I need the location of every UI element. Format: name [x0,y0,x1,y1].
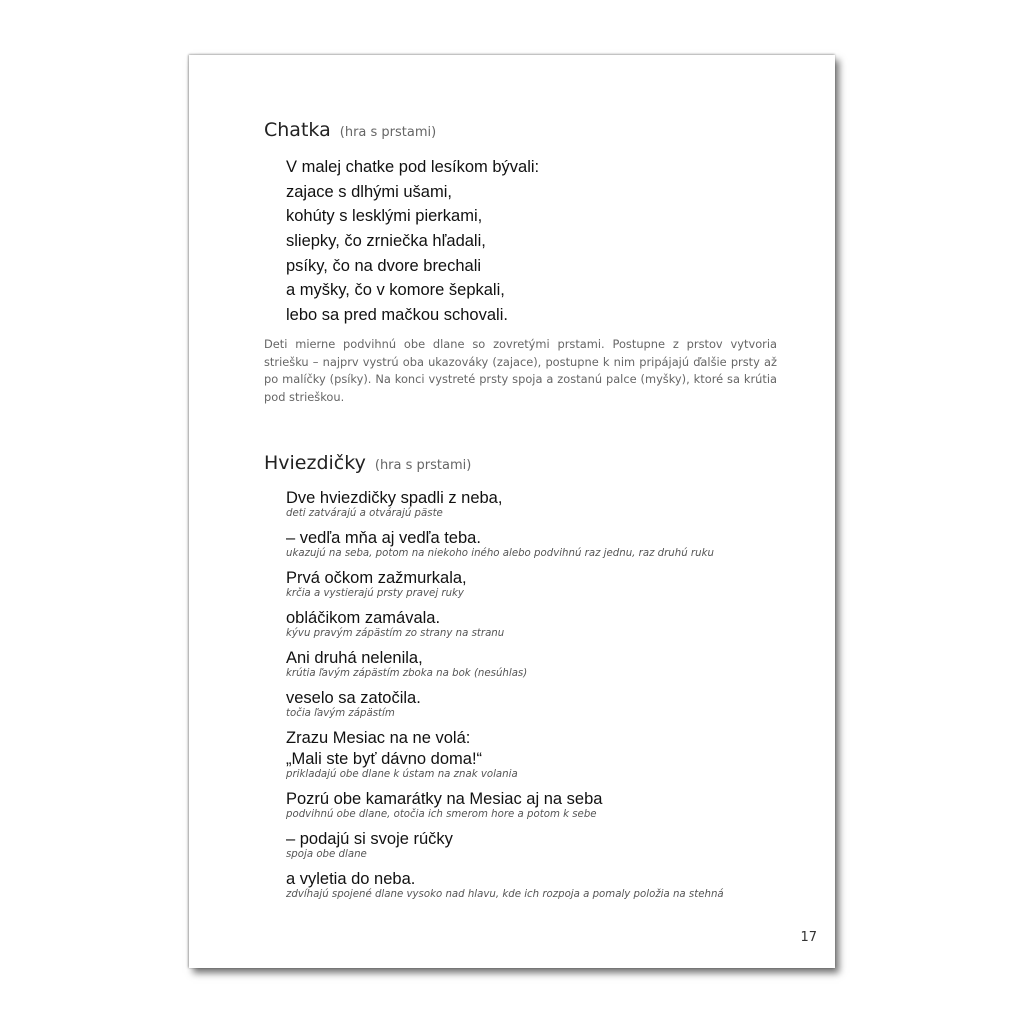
verse-line: Ani druhá nelenila, [286,649,423,667]
page-number: 17 [800,930,817,945]
verse [286,689,724,729]
verse-line: Zrazu Mesiac na ne volá: [286,729,471,747]
poem-line: sliepky, čo zrniečka hľadali, [286,232,486,251]
section-title: Hviezdičky [264,452,366,474]
verse-instruction: zdvíhajú spojené dlane vysoko nad hlavu, kde ich rozpoja a pomaly položia na stehná [286,889,724,900]
verse-line: a vyletia do neba. [286,870,416,888]
verse-instruction: krútia ľavým zápästím zboka na bok (nesúhlas) [286,668,528,679]
poem-line: zajace s dlhými ušami, [286,182,452,201]
verse-line: Pozrú obe kamarátky na Mesiac aj na seba [286,790,603,808]
verse-line: obláčikom zamávala. [286,609,441,627]
verse-instruction: deti zatvárajú a otvárajú päste [286,508,443,519]
verse-line: – podajú si svoje rúčky [286,830,453,848]
verse-instruction: spoja obe dlane [286,849,367,860]
verse [286,870,724,910]
verse [286,569,724,609]
poem-line: psíky, čo na dvore brechali [286,256,482,275]
verse-line: – vedľa mňa aj vedľa teba. [286,529,481,547]
book-page [189,55,835,968]
section-subtitle: (hra s prstami) [339,125,437,140]
section-heading-chatka [264,119,436,141]
verse-instruction: točia ľavým zápästím [286,708,395,719]
verse [286,750,724,790]
verse-instruction: krčia a vystierajú prsty pravej ruky [286,588,464,599]
verse-line: veselo sa zatočila. [286,689,421,707]
verse-instruction: kývu pravým zápästím zo strany na stranu [286,628,505,639]
verse [286,609,724,649]
poem-line: kohúty s lesklými pierkami, [286,207,483,226]
verse [286,830,724,870]
verse-line: Prvá očkom zažmurkala, [286,569,467,587]
verse [286,529,724,569]
verse-line: „Mali ste byť dávno doma!“ [286,750,483,768]
verse-instruction: prikladajú obe dlane k ústam na znak volania [286,769,518,780]
verse-line: Dve hviezdičky spadli z neba, [286,489,503,507]
verse [286,729,724,750]
poem-line: lebo sa pred mačkou schovali. [286,306,508,325]
verse-instruction: podvihnú obe dlane, otočia ich smerom hore a potom k sebe [286,809,597,820]
verse [286,790,724,830]
poem-hviezdicky [286,489,724,910]
poem-chatka [286,155,539,328]
verse [286,649,724,689]
section-subtitle: (hra s prstami) [374,458,472,473]
poem-line: a myšky, čo v komore šepkali, [286,281,505,300]
game-instructions-chatka: Deti mierne podvihnú obe dlane so zovretými prstami. Postupne z prstov vytvoria striešku – najprv vystrú oba ukazováky (zajace), postupne k nim pripájajú ďalšie prsty až po malíčky (psíky). Na konci vystreté prsty spoja a zostanú palce (myšky), ktoré sa krútia pod strieškou. [264,337,777,405]
poem-line: V malej chatke pod lesíkom bývali: [286,158,540,176]
verse [286,489,724,529]
verse-instruction: ukazujú na seba, potom na niekoho iného alebo podvihnú raz jednu, raz druhú ruku [286,548,714,559]
section-heading-hviezdicky [264,452,471,474]
section-title: Chatka [264,119,331,141]
